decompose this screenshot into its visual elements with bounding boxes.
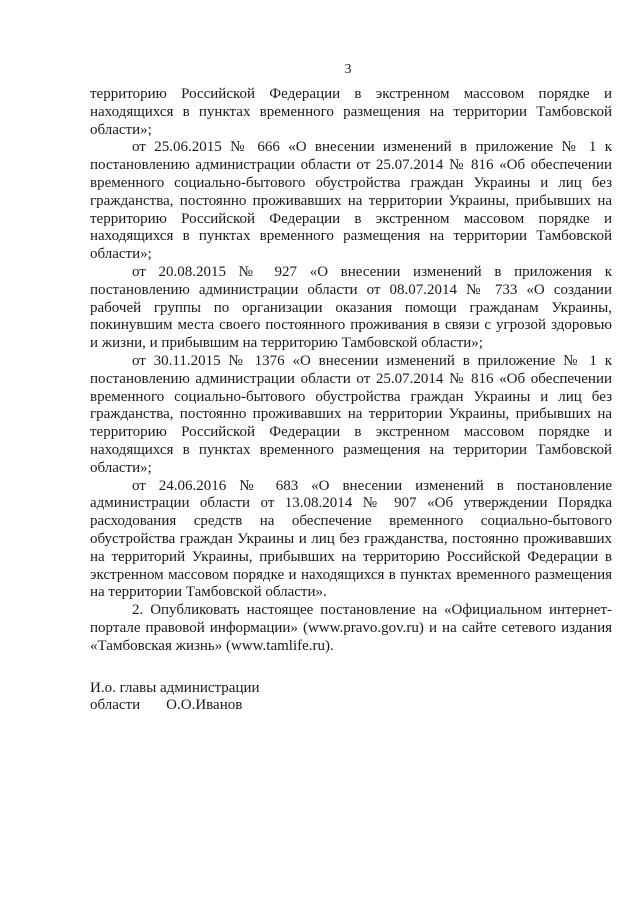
signature-block — [90, 680, 260, 714]
signature-position-line1: И.о. главы администрации — [90, 680, 260, 696]
paragraph-decree-927: от 20.08.2015 № 927 «О внесении изменений в приложения к постановлению администрации области от 08.07.2014 № 733 «О создании рабочей группы по организации оказания помощи гражданам Украины, покинувшим места своего постоянного проживания в связи с угрозой здоровью и жизни, и прибывшим на территорию Тамбовской области»; — [90, 263, 612, 352]
paragraph-decree-666: от 25.06.2015 № 666 «О внесении изменений в приложение № 1 к постановлению администрации области от 25.07.2014 № 816 «Об обеспечении временного социально-бытового обустройства граждан Украины и лиц без гражданства, постоянно проживавших на территории Украины, прибывших на территорию Российской Федерации в экстренном массовом порядке и находящихся в пунктах временного размещения на территории Тамбовской области»; — [90, 139, 612, 263]
signature-line2 — [90, 697, 260, 714]
document-body — [90, 86, 612, 656]
signature-position-line2: области — [90, 697, 141, 713]
signatory-name: О.О.Иванов — [166, 697, 243, 713]
paragraph-continuation: территорию Российской Федерации в экстренном массовом порядке и находящихся в пунктах временного размещения на территории Тамбовской области»; — [90, 86, 612, 138]
paragraph-decree-1376: от 30.11.2015 № 1376 «О внесении изменений в приложение № 1 к постановлению администрации области от 25.07.2014 № 816 «Об обеспечении временного социально-бытового обустройства граждан Украины и лиц без гражданства, постоянно проживавших на территории Украины, прибывших на территорию Российской Федерации в экстренном массовом порядке и находящихся в пунктах временного размещения на территории Тамбовской области»; — [90, 352, 612, 476]
paragraph-publication: 2. Опубликовать настоящее постановление на «Официальном интернет-портале правовой информации» (www.pravo.gov.ru) и на сайте сетевого издания «Тамбовская жизнь» (www.tamlife.ru). — [90, 602, 612, 654]
paragraph-decree-683: от 24.06.2016 № 683 «О внесении изменений в постановление администрации области от 13.08.2014 № 907 «Об утверждении Порядка расходования средств на обеспечение временного социально-бытового обустройства граждан Украины и лиц без гражданства, постоянно проживавших на территорий Украины, прибывших на территорию Российской Федерации в экстренном массовом порядке и находящихся в пунктах временного размещения на территории Тамбовской области». — [90, 477, 612, 601]
page-number: 3 — [344, 62, 352, 77]
